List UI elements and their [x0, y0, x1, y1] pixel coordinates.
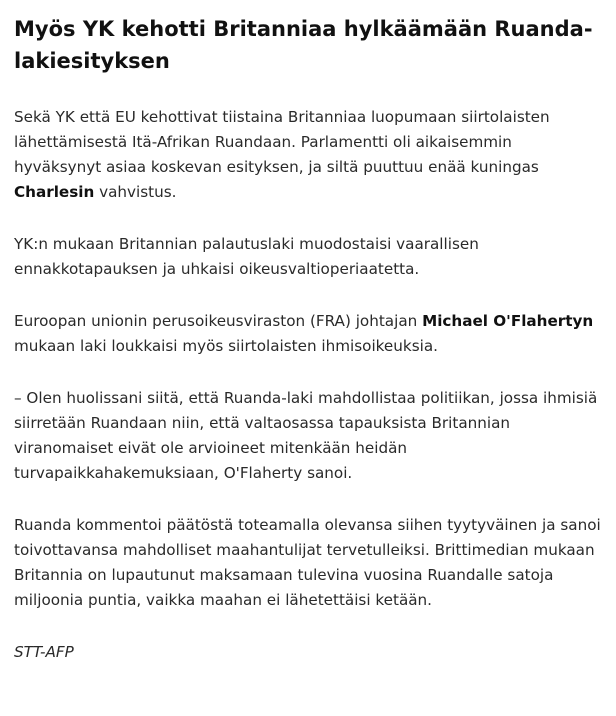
paragraph-1-text-end: vahvistus.: [94, 183, 177, 201]
paragraph-1-bold-name: Charlesin: [14, 183, 95, 201]
article-headline: Myös YK kehotti Britanniaa hylkäämään Ruanda-lakiesityksen: [14, 17, 593, 73]
paragraph-2: YK:n mukaan Britannian palautuslaki muodostaisi vaarallisen ennakkotapauksen ja uhkaisi oikeusvaltioperiaatetta.: [14, 235, 479, 278]
paragraph-3-text-start: Euroopan unionin perusoikeusviraston (FRA) johtajan: [14, 312, 423, 330]
paragraph-3-bold-name: Michael O'Flahertyn: [422, 312, 594, 330]
paragraph-1-text-start: Sekä YK että EU kehottivat tiistaina Britanniaa luopumaan siirtolaisten lähettämisestä Itä-Afrikan Ruandaan. Parlamentti oli aikaisemmin hyväksynyt asiaa koskevan esityksen, ja siltä puuttuu enää kuningas: [14, 108, 550, 176]
paragraph-3: [14, 309, 602, 359]
paragraph-4-quote: – Olen huolissani siitä, että Ruanda-laki mahdollistaa politiikan, jossa ihmisiä siirretään Ruandaan niin, että valtaosassa tapauksista Britannian viranomaiset eivät ole arvioineet mitenkään heidän turvapaikkahakemuksiaan, O'Flaherty sanoi.: [14, 389, 598, 482]
paragraph-1: [14, 105, 602, 205]
paragraph-5: Ruanda kommentoi päätöstä toteamalla olevansa siihen tyytyväinen ja sanoi toivottavansa mahdolliset maahantulijat tervetulleiksi. Brittimedian mukaan Britannia on lupautunut maksamaan tulevina vuosina Ruandalle satoja miljoonia puntia, vaikka maahan ei lähetettäisi ketään.: [14, 516, 601, 609]
article-byline: STT-AFP: [14, 643, 74, 661]
paragraph-3-text-end: mukaan laki loukkaisi myös siirtolaisten ihmisoikeuksia.: [14, 337, 438, 355]
